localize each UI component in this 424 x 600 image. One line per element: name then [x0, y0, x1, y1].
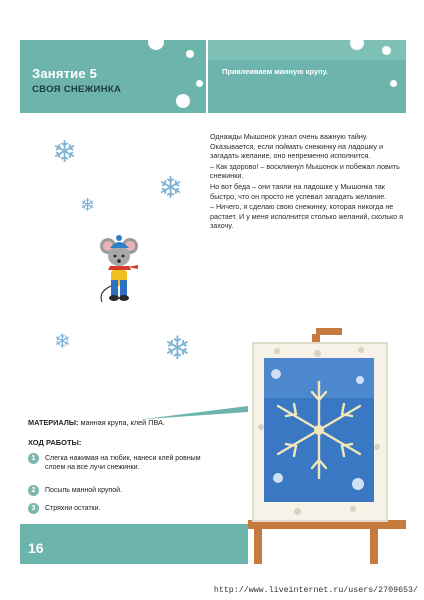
materials [28, 418, 238, 427]
story-paragraph: Однажды Мышонок узнал очень важную тайну. Оказывается, если поймать снежинку на ладошку и загадать желание, оно непременно исполнится. [210, 132, 384, 161]
header-strip [208, 40, 406, 60]
snowflake-icon: ❄ [54, 331, 71, 353]
snowflake-icon: ❄ [164, 330, 191, 366]
work-heading: ХОД РАБОТЫ: [28, 438, 82, 447]
lesson-task: Приклеиваем манную крупу. [222, 67, 329, 76]
step-2 [28, 486, 218, 496]
materials-text: манная крупа, клей ПВА. [80, 418, 166, 427]
decor-dot [382, 46, 391, 55]
easel-top-bar [316, 328, 342, 335]
header-left-panel [20, 40, 206, 113]
page-number: 16 [28, 540, 44, 556]
story-paragraph: Но вот беда – они таяли на ладошке у Мышонка так быстро, что он просто не успевал загадать желание. [210, 181, 387, 201]
step-1 [28, 454, 218, 472]
decor-dot [390, 80, 397, 87]
step-number: 2 [28, 485, 39, 496]
step-number: 1 [28, 453, 39, 464]
decor-dot [196, 80, 203, 87]
snowflake-craft-image [264, 358, 374, 502]
step-3 [28, 504, 218, 514]
book-page [20, 40, 406, 564]
step-text: Слегка нажимая на тюбик, нанеси клей ровным слоем на все лучи снежинки. [45, 455, 201, 471]
story-text [210, 132, 406, 232]
step-text: Стряхни остатки. [45, 505, 101, 512]
snowflake-icon: ❄ [158, 172, 184, 205]
footer-url [0, 586, 424, 595]
snowflake-icon: ❄ [52, 136, 78, 169]
easel-leg [370, 528, 378, 564]
materials-label: МАТЕРИАЛЫ: [28, 418, 79, 427]
lesson-number: Занятие 5 [32, 66, 98, 81]
footer-url-text: http://www.liveinternet.ru/users/2709653/ [213, 586, 418, 595]
mouse-illustration [98, 234, 142, 304]
step-number: 3 [28, 503, 39, 514]
header-right-panel [208, 40, 406, 113]
decor-dot [176, 94, 190, 108]
story-paragraph: – Как здорово! – воскликнул Мышонок и побежал ловить снежинки. [210, 161, 400, 181]
story-paragraph: – Ничего, я сделаю свою снежинку, которая никогда не растает. И у меня исполнится столько желаний, сколько я захочу. [210, 202, 404, 231]
easel-leg [254, 528, 262, 564]
lesson-title: СВОЯ СНЕЖИНКА [32, 84, 122, 95]
snowflake-icon: ❄ [80, 195, 96, 215]
decor-dot [186, 50, 194, 58]
step-text: Посыпь манной крупой. [45, 487, 122, 494]
decor-dot [148, 40, 164, 50]
